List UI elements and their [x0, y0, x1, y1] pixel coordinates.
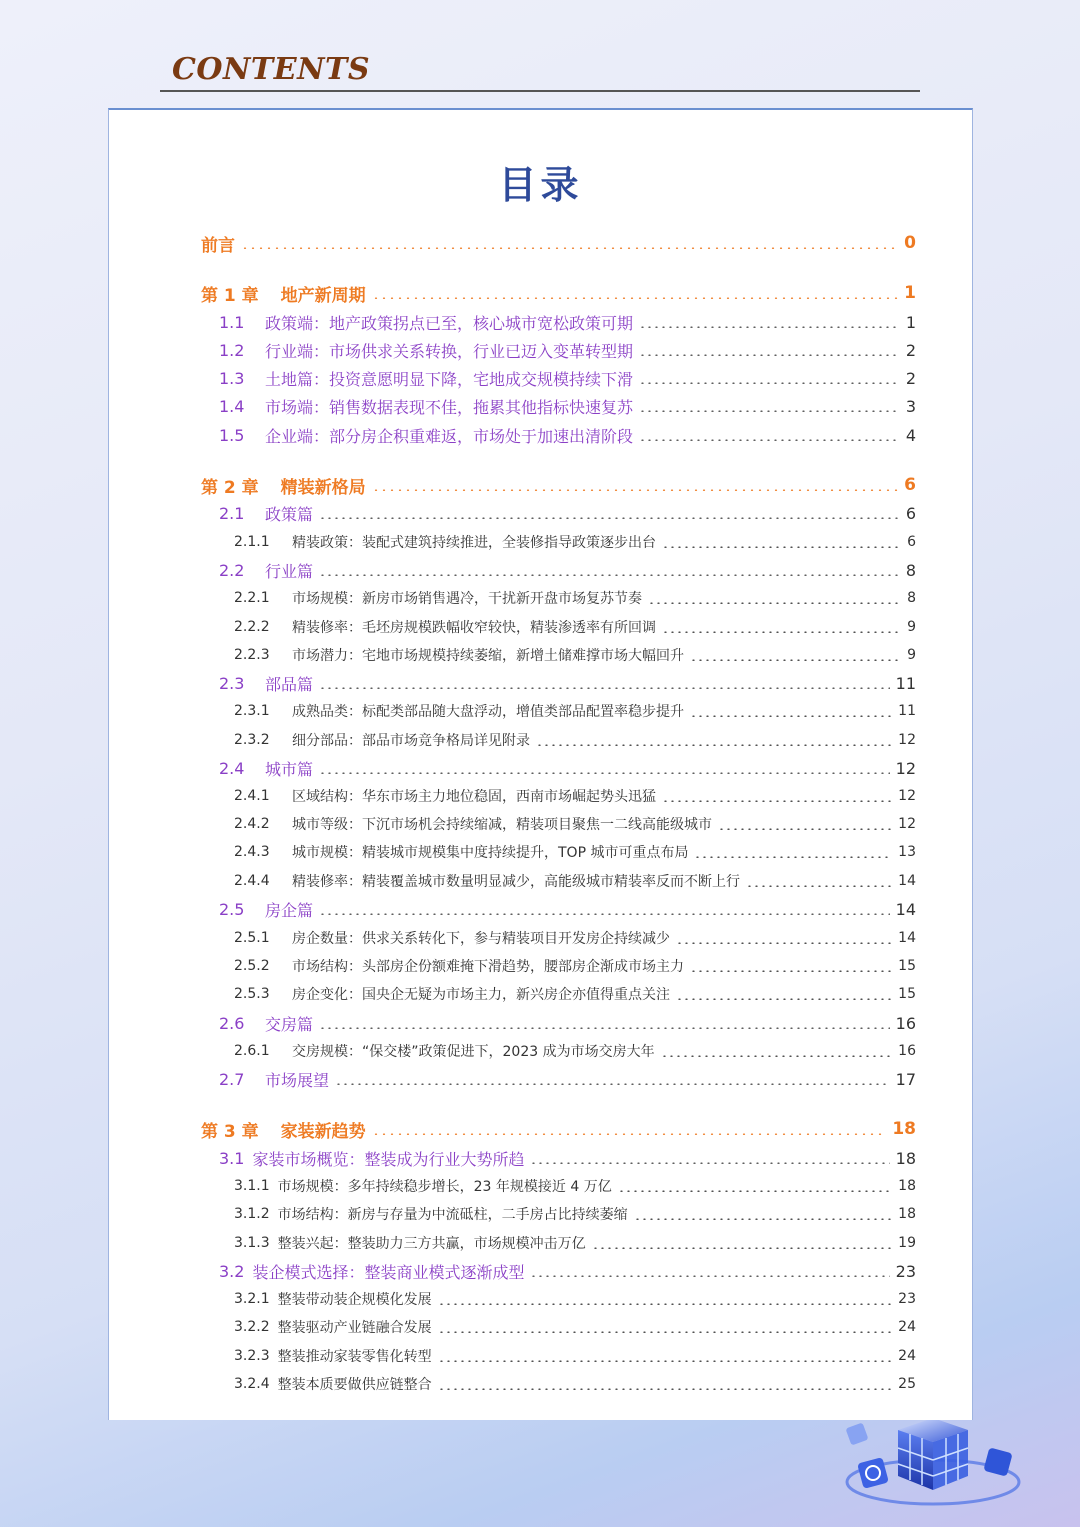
- toc-entry-number: 2.4.3: [234, 844, 270, 860]
- toc-section-entry[interactable]: [201, 616, 916, 638]
- toc-entry-title: 精装政策：装配式建筑持续推进，全装修指导政策逐步出台: [292, 535, 656, 551]
- dot-leader: [661, 1055, 893, 1057]
- dot-leader: [618, 1190, 892, 1192]
- toc-entry-page: 16: [895, 1013, 916, 1033]
- dot-leader: [639, 354, 900, 356]
- toc-section-entry[interactable]: [201, 955, 916, 977]
- dot-leader: [690, 970, 892, 972]
- dot-leader: [438, 1303, 893, 1305]
- dot-leader: [319, 913, 890, 915]
- toc-entry-title: 交房规模：“保交楼”政策促进下，2023 成为市场交房大年: [292, 1044, 655, 1060]
- toc-entry-title: 房企变化：国央企无疑为市场主力，新兴房企亦值得重点关注: [292, 987, 670, 1003]
- dot-leader: [648, 602, 901, 604]
- dot-leader: [319, 517, 900, 519]
- toc-entry-page: 14: [898, 873, 916, 889]
- toc-entry-page: 15: [898, 958, 916, 974]
- toc-entry-page: 6: [907, 534, 916, 550]
- dot-leader: [676, 998, 892, 1000]
- dot-leader: [690, 715, 892, 717]
- toc-entry-number: 3.2: [219, 1261, 245, 1281]
- toc-entry-title: 区域结构：华东市场主力地位稳固，西南市场崛起势头迅猛: [292, 789, 656, 805]
- toc-section-entry[interactable]: [201, 757, 916, 779]
- toc-section-entry[interactable]: [201, 587, 916, 609]
- toc-entry-title: 房企数量：供求关系转化下，参与精装项目开发房企持续减少: [292, 931, 670, 947]
- toc-entry-title: 市场规模：新房市场销售遇冷，干扰新开盘市场复苏节奏: [292, 591, 642, 607]
- toc-entry-number: 3.1.2: [234, 1206, 270, 1222]
- toc-entry-title: 政策端：地产政策拐点已至，核心城市宽松政策可期: [265, 313, 634, 333]
- dot-leader: [372, 489, 898, 491]
- toc-chapter-entry[interactable]: [201, 1118, 916, 1140]
- toc-entry-page: 16: [898, 1043, 916, 1059]
- toc-entry-number: 1.4: [219, 396, 245, 416]
- toc-entry-number: 2.3.2: [234, 732, 270, 748]
- toc-entry-number: 2.3.1: [234, 703, 270, 719]
- toc-chapter-entry[interactable]: [201, 474, 916, 496]
- toc-entry-number: 第 3 章: [201, 1121, 259, 1142]
- toc-entry-page: 12: [898, 816, 916, 832]
- toc-section-entry[interactable]: [201, 1288, 916, 1310]
- toc-entry-page: 18: [898, 1178, 916, 1194]
- toc-entry-number: 2.4.1: [234, 788, 270, 804]
- dot-leader: [530, 1275, 889, 1277]
- toc-section-entry[interactable]: [201, 870, 916, 892]
- toc-entry-number: 2.5.1: [234, 930, 270, 946]
- toc-section-entry[interactable]: [201, 841, 916, 863]
- toc-entry-title: 行业端：市场供求关系转换，行业已迈入变革转型期: [265, 341, 634, 361]
- dot-leader: [690, 659, 901, 661]
- toc-entry-number: 3.2.3: [234, 1348, 270, 1364]
- dot-leader: [372, 297, 898, 299]
- toc-entry-page: 1: [905, 312, 916, 332]
- dot-leader: [335, 1083, 890, 1085]
- toc-section-entry[interactable]: [201, 1260, 916, 1282]
- toc-entry-number: 2.1.1: [234, 534, 270, 550]
- toc-entry-title: 房企篇: [265, 900, 314, 920]
- toc-entry-page: 2: [905, 368, 916, 388]
- toc-entry-page: 12: [898, 788, 916, 804]
- toc-entry-page: 23: [898, 1291, 916, 1307]
- toc-section-entry[interactable]: [201, 1316, 916, 1338]
- toc-title: 目录: [498, 163, 583, 207]
- dot-leader: [438, 1388, 893, 1390]
- toc-section-entry[interactable]: [201, 983, 916, 1005]
- dot-leader: [438, 1360, 893, 1362]
- toc-entry-title: 土地篇：投资意愿明显下降，宅地成交规模持续下滑: [265, 369, 634, 389]
- toc-card: [108, 108, 973, 1420]
- toc-entry-title: 市场潜力：宅地市场规模持续萎缩，新增土储难撑市场大幅回升: [292, 648, 684, 664]
- toc-entry-page: 17: [895, 1069, 916, 1089]
- toc-entry-title: 城市规模：精装城市规模集中度持续提升，TOP 城市可重点布局: [292, 845, 689, 861]
- contents-heading: CONTENTS: [172, 52, 371, 87]
- toc-entry-title: 精装新格局: [280, 477, 366, 498]
- dot-leader: [592, 1247, 893, 1249]
- toc-section-entry[interactable]: [201, 1345, 916, 1367]
- dot-leader: [530, 1162, 889, 1164]
- toc-section-entry[interactable]: [201, 1068, 916, 1090]
- toc-entry-page: 23: [895, 1261, 916, 1281]
- toc-entry-number: 第 1 章: [201, 285, 259, 306]
- toc-entry-title: 家装新趋势: [280, 1121, 366, 1142]
- toc-entry-title: 家装市场概览：整装成为行业大势所趋: [252, 1149, 525, 1169]
- toc-entry-number: 3.2.2: [234, 1319, 270, 1335]
- toc-entry-number: 2.5: [219, 899, 245, 919]
- dot-leader: [662, 800, 892, 802]
- dot-leader: [639, 439, 900, 441]
- toc-entry-title: 市场端：销售数据表现不佳，拖累其他指标快速复苏: [265, 397, 634, 417]
- toc-entry-title: 地产新周期: [280, 285, 366, 306]
- dot-leader: [639, 382, 900, 384]
- toc-entry-number: 3.2.1: [234, 1291, 270, 1307]
- toc-entry-page: 18: [895, 1148, 916, 1168]
- toc-entry-number: 1.1: [219, 312, 245, 332]
- toc-section-entry[interactable]: [201, 785, 916, 807]
- toc-entry-number: 1.5: [219, 425, 245, 445]
- toc-entry-page: 6: [904, 475, 916, 495]
- toc-entry-title: 成熟品类：标配类部品随大盘浮动，增值类部品配置率稳步提升: [292, 704, 684, 720]
- toc-entry-title: 市场结构：新房与存量为中流砥柱，二手房占比持续萎缩: [277, 1207, 628, 1223]
- toc-entry-title: 市场规模：多年持续稳步增长，23 年规模接近 4 万亿: [277, 1179, 612, 1195]
- toc-entry-page: 8: [907, 590, 916, 606]
- toc-entry-title: 政策篇: [265, 504, 314, 524]
- toc-entry-number: 2.5.3: [234, 986, 270, 1002]
- toc-entry-page: 1: [904, 283, 916, 303]
- toc-entry-page: 12: [898, 732, 916, 748]
- toc-entry-number: 2.1: [219, 503, 245, 523]
- toc-section-entry[interactable]: [201, 559, 916, 581]
- toc-entry-page: 2: [905, 340, 916, 360]
- toc-entry-page: 0: [904, 233, 916, 253]
- toc-entry-number: 3.1: [219, 1148, 245, 1168]
- toc-entry-title: 市场展望: [265, 1070, 330, 1090]
- toc-section-entry[interactable]: [201, 1012, 916, 1034]
- toc-entry-title: 精装修率：毛坯房规模跌幅收窄较快，精装渗透率有所回调: [292, 620, 656, 636]
- toc-section-entry[interactable]: [201, 1147, 916, 1169]
- toc-entry-title: 精装修率：精装覆盖城市数量明显减少，高能级城市精装率反而不断上行: [292, 874, 740, 890]
- dot-leader: [676, 942, 892, 944]
- toc-entry-page: 8: [905, 560, 916, 580]
- toc-entry-number: 3.1.3: [234, 1235, 270, 1251]
- dot-leader: [662, 546, 901, 548]
- toc-section-entry[interactable]: [201, 1040, 916, 1062]
- toc-section-entry[interactable]: [201, 672, 916, 694]
- toc-entry-page: 11: [895, 673, 916, 693]
- toc-entry-page: 4: [905, 425, 916, 445]
- toc-entry-title: 整装本质要做供应链整合: [277, 1377, 432, 1393]
- toc-entry-title: 城市篇: [265, 759, 314, 779]
- dot-leader: [241, 247, 898, 249]
- toc-entry-number: 1.3: [219, 368, 245, 388]
- dot-leader: [319, 687, 890, 689]
- toc-entry-title: 整装兴起：整装助力三方共赢，市场规模冲击万亿: [277, 1236, 586, 1252]
- toc-entry-number: 2.2.2: [234, 619, 270, 635]
- toc-entry-number: 2.3: [219, 673, 245, 693]
- toc-entry-page: 14: [895, 899, 916, 919]
- toc-entry-page: 19: [898, 1235, 916, 1251]
- toc-chapter-entry[interactable]: [201, 282, 916, 304]
- dot-leader: [634, 1218, 893, 1220]
- toc-entry-page: 24: [898, 1319, 916, 1335]
- toc-entry-number: 2.6: [219, 1013, 245, 1033]
- toc-entry-number: 第 2 章: [201, 477, 259, 498]
- dot-leader: [319, 1027, 890, 1029]
- toc-entry-number: 2.4: [219, 758, 245, 778]
- toc-entry-title: 部品篇: [265, 674, 314, 694]
- toc-entry-title: 交房篇: [265, 1014, 314, 1034]
- toc-section-entry[interactable]: [201, 927, 916, 949]
- toc-section-entry[interactable]: [201, 644, 916, 666]
- dot-leader: [639, 326, 900, 328]
- toc-entry-number: 2.2.3: [234, 647, 270, 663]
- dot-leader: [372, 1133, 887, 1135]
- dot-leader: [319, 574, 900, 576]
- toc-section-entry[interactable]: [201, 367, 916, 389]
- dot-leader: [319, 772, 890, 774]
- toc-entry-title: 细分部品：部品市场竞争格局详见附录: [292, 733, 530, 749]
- toc-entry-page: 15: [898, 986, 916, 1002]
- toc-entry-title: 装企模式选择：整装商业模式逐渐成型: [252, 1262, 525, 1282]
- toc-entry-page: 12: [895, 758, 916, 778]
- toc-section-entry[interactable]: [201, 1175, 916, 1197]
- toc-section-entry[interactable]: [201, 531, 916, 553]
- dot-leader: [718, 828, 892, 830]
- dot-leader: [746, 885, 892, 887]
- toc-entry-number: 2.2: [219, 560, 245, 580]
- toc-chapter-entry[interactable]: [201, 232, 916, 254]
- dot-leader: [639, 410, 900, 412]
- toc-entry-title: 行业篇: [265, 561, 314, 581]
- toc-entry-page: 13: [898, 844, 916, 860]
- toc-section-entry[interactable]: [201, 311, 916, 333]
- toc-entry-number: 1.2: [219, 340, 245, 360]
- toc-entry-page: 3: [905, 396, 916, 416]
- toc-entry-number: 2.2.1: [234, 590, 270, 606]
- toc-entry-page: 9: [907, 619, 916, 635]
- toc-section-entry[interactable]: [201, 700, 916, 722]
- toc-section-entry[interactable]: [201, 813, 916, 835]
- toc-entry-number: 2.5.2: [234, 958, 270, 974]
- toc-section-entry[interactable]: [201, 1232, 916, 1254]
- toc-entry-number: 3.2.4: [234, 1376, 270, 1392]
- toc-entry-number: 2.4.2: [234, 816, 270, 832]
- toc-section-entry[interactable]: [201, 1203, 916, 1225]
- toc-entry-page: 9: [907, 647, 916, 663]
- toc-section-entry[interactable]: [201, 502, 916, 524]
- toc-section-entry[interactable]: [201, 729, 916, 751]
- toc-entry-page: 24: [898, 1348, 916, 1364]
- toc-entry-number: 2.4.4: [234, 873, 270, 889]
- toc-entry-number: 2.6.1: [234, 1043, 270, 1059]
- toc-section-entry[interactable]: [201, 898, 916, 920]
- toc-entry-title: 企业端：部分房企积重难返，市场处于加速出清阶段: [265, 426, 634, 446]
- toc-entry-page: 11: [898, 703, 916, 719]
- toc-section-entry[interactable]: [201, 395, 916, 417]
- toc-entry-title: 城市等级：下沉市场机会持续缩减，精装项目聚焦一二线高能级城市: [292, 817, 712, 833]
- header-divider: [160, 90, 920, 92]
- toc-entry-title: 前言: [201, 235, 235, 256]
- toc-entry-page: 25: [898, 1376, 916, 1392]
- toc-entry-page: 6: [905, 503, 916, 523]
- toc-entry-title: 整装带动装企规模化发展: [277, 1292, 432, 1308]
- dot-leader: [694, 856, 892, 858]
- toc-entry-page: 18: [898, 1206, 916, 1222]
- toc-section-entry[interactable]: [201, 1373, 916, 1395]
- toc-entry-number: 2.7: [219, 1069, 245, 1089]
- toc-entry-title: 市场结构：头部房企份额难掩下滑趋势，腰部房企渐成市场主力: [292, 959, 684, 975]
- cube-cluster-icon: [838, 1420, 1028, 1515]
- toc-entry-page: 14: [898, 930, 916, 946]
- toc-section-entry[interactable]: [201, 424, 916, 446]
- toc-section-entry[interactable]: [201, 339, 916, 361]
- dot-leader: [438, 1331, 893, 1333]
- toc-entry-page: 18: [892, 1119, 916, 1139]
- toc-entry-number: 3.1.1: [234, 1178, 270, 1194]
- toc-entry-title: 整装推动家装零售化转型: [277, 1349, 432, 1365]
- toc-entry-title: 整装驱动产业链融合发展: [277, 1320, 432, 1336]
- dot-leader: [536, 744, 892, 746]
- dot-leader: [662, 631, 901, 633]
